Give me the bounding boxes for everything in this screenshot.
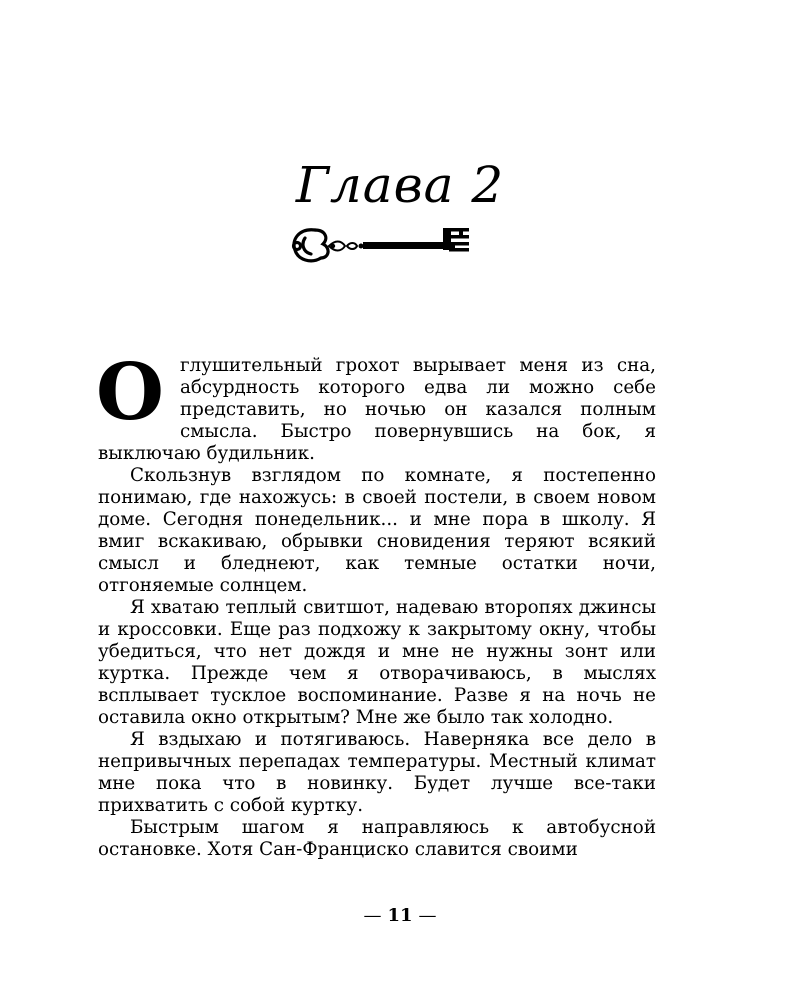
- drop-cap: О: [96, 347, 164, 438]
- page-number-value: 11: [387, 905, 413, 926]
- paragraph-2: Скользнув взглядом по комнате, я постепенно понимаю, где нахожусь: в своей постели, в своем новом доме. Сегодня понедельник... и мне пора в школу. Я вмиг вскакиваю, обрывки сновидения теряют всякий смысл и бледнеют, как темные остатки ночи, отгоняемые солнцем.: [98, 465, 656, 596]
- folio-dash-right: —: [418, 905, 437, 926]
- paragraph-4: Я вздыхаю и потягиваюсь. Наверняка все дело в непривычных перепадах температуры. Местный климат мне пока что в новинку. Будет лучше все-таки прихватить с собой куртку.: [98, 729, 656, 816]
- chapter-text: [96, 347, 656, 861]
- folio-dash-left: —: [363, 905, 382, 926]
- skeleton-key-icon: [285, 218, 475, 274]
- paragraph-5: Быстрым шагом я направляюсь к автобусной остановке. Хотя Сан-Франциско славится своими: [98, 817, 656, 860]
- paragraph-1: [96, 347, 656, 465]
- paragraph-3: Я хватаю теплый свитшот, надеваю второпях джинсы и кроссовки. Еще раз подхожу к закрытому окну, чтобы убедиться, что нет дождя и мне не нужны зонт или куртка. Прежде чем я отворачиваюсь, в мыслях всплывает тусклое воспоминание. Разве я на ночь не оставила окно открытым? Мне же было так холодно.: [98, 597, 656, 728]
- paragraph-1-text: глушительный грохот вырывает меня из сна, абсурдность которого едва ли можно себе представить, но ночью он казался полным смысла. Быстро повернувшись на бок, я выключаю будильник.: [98, 355, 656, 464]
- page-number: [0, 905, 800, 927]
- chapter-title: Глава 2: [295, 156, 505, 214]
